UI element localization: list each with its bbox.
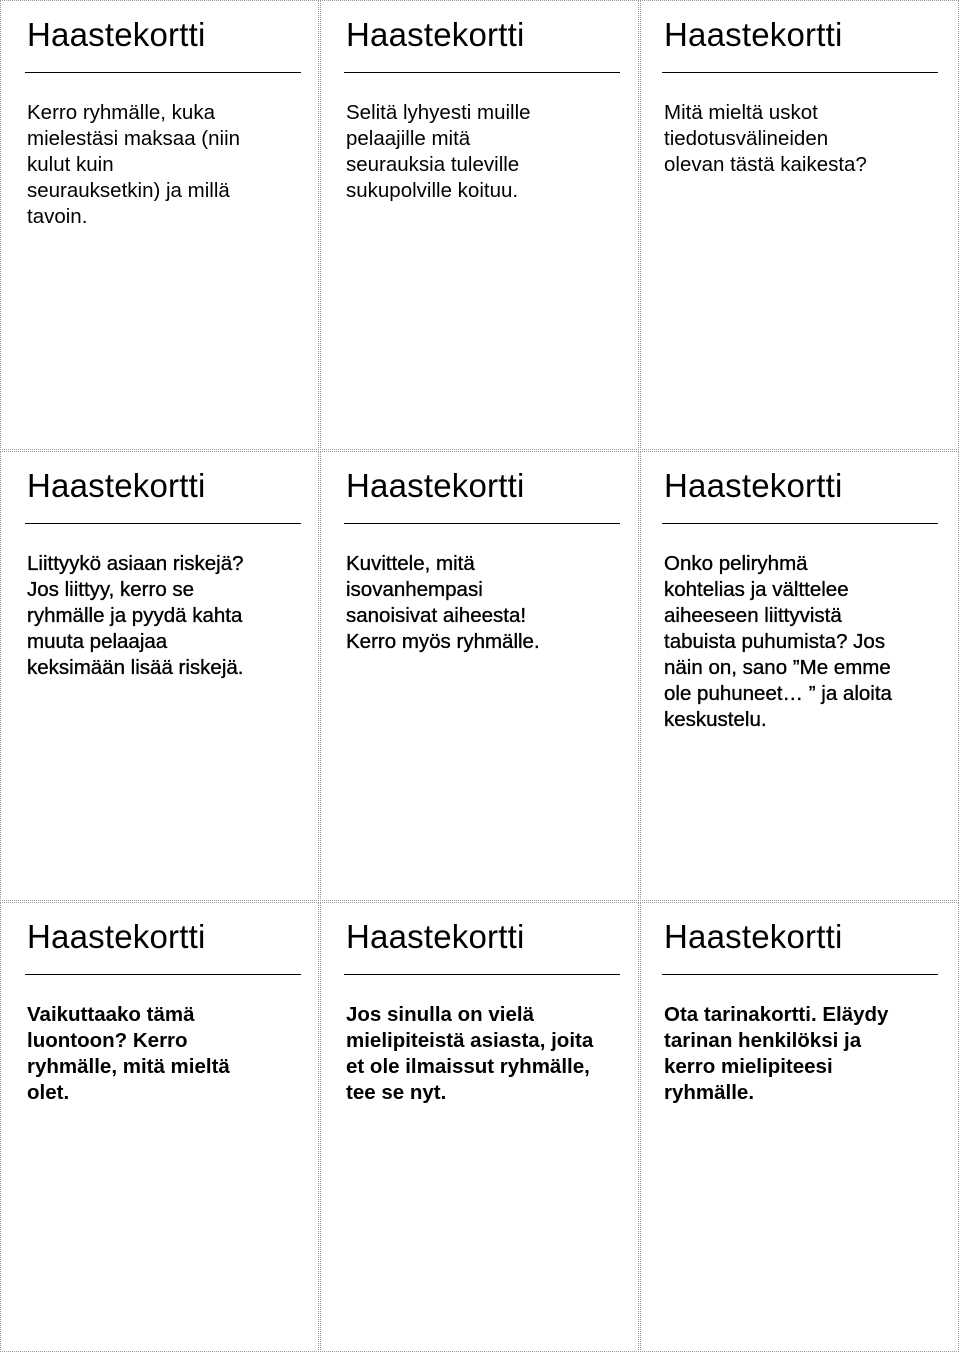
challenge-card-6	[640, 451, 959, 901]
card-divider	[662, 523, 938, 524]
challenge-card-9	[640, 902, 959, 1352]
card-title: Haastekortti	[27, 16, 206, 53]
card-title: Haastekortti	[664, 467, 843, 504]
card-title: Haastekortti	[346, 16, 525, 53]
card-text: Ota tarinakortti. Eläydy tarinan henkilöksi ja kerro mielipiteesi ryhmälle.	[664, 1003, 889, 1104]
challenge-card-4	[0, 451, 319, 901]
card-divider	[25, 72, 301, 73]
card-title: Haastekortti	[27, 467, 206, 504]
card-title: Haastekortti	[346, 918, 525, 955]
challenge-card-1	[0, 0, 319, 450]
card-title: Haastekortti	[27, 918, 206, 955]
challenge-card-3	[640, 0, 959, 450]
challenge-card-5	[320, 451, 639, 901]
challenge-card-8	[320, 902, 639, 1352]
card-divider	[662, 72, 938, 73]
challenge-card-2	[320, 0, 639, 450]
card-title: Haastekortti	[664, 16, 843, 53]
card-divider	[344, 974, 620, 975]
card-text: Onko peliryhmä kohtelias ja välttelee aiheeseen liittyvistä tabuista puhumista? Jos näin on, sano ”Me emme ole puhuneet… ” ja aloita keskustelu.	[664, 552, 892, 731]
card-divider	[344, 523, 620, 524]
card-title: Haastekortti	[664, 918, 843, 955]
card-title: Haastekortti	[346, 467, 525, 504]
card-text: Kerro ryhmälle, kuka mielestäsi maksaa (niin kulut kuin seurauksetkin) ja millä tavoin.	[27, 101, 241, 228]
card-divider	[662, 974, 938, 975]
card-text: Kuvittele, mitä isovanhempasi sanoisivat aiheesta! Kerro myös ryhmälle.	[346, 552, 540, 653]
card-text: Selitä lyhyesti muille pelaajille mitä seurauksia tuleville sukupolville koituu.	[346, 101, 531, 202]
challenge-card-7	[0, 902, 319, 1352]
card-divider	[25, 523, 301, 524]
card-text: Vaikuttaako tämä luontoon? Kerro ryhmälle, mitä mieltä olet.	[27, 1003, 230, 1104]
card-text: Mitä mieltä uskot tiedotusvälineiden olevan tästä kaikesta?	[664, 101, 867, 176]
card-divider	[25, 974, 301, 975]
card-text: Liittyykö asiaan riskejä? Jos liittyy, kerro se ryhmälle ja pyydä kahta muuta pelaajaa keksimään lisää riskejä.	[27, 552, 244, 679]
card-divider	[344, 72, 620, 73]
card-text: Jos sinulla on vielä mielipiteistä asiasta, joita et ole ilmaissut ryhmälle, tee se nyt.	[346, 1003, 594, 1104]
